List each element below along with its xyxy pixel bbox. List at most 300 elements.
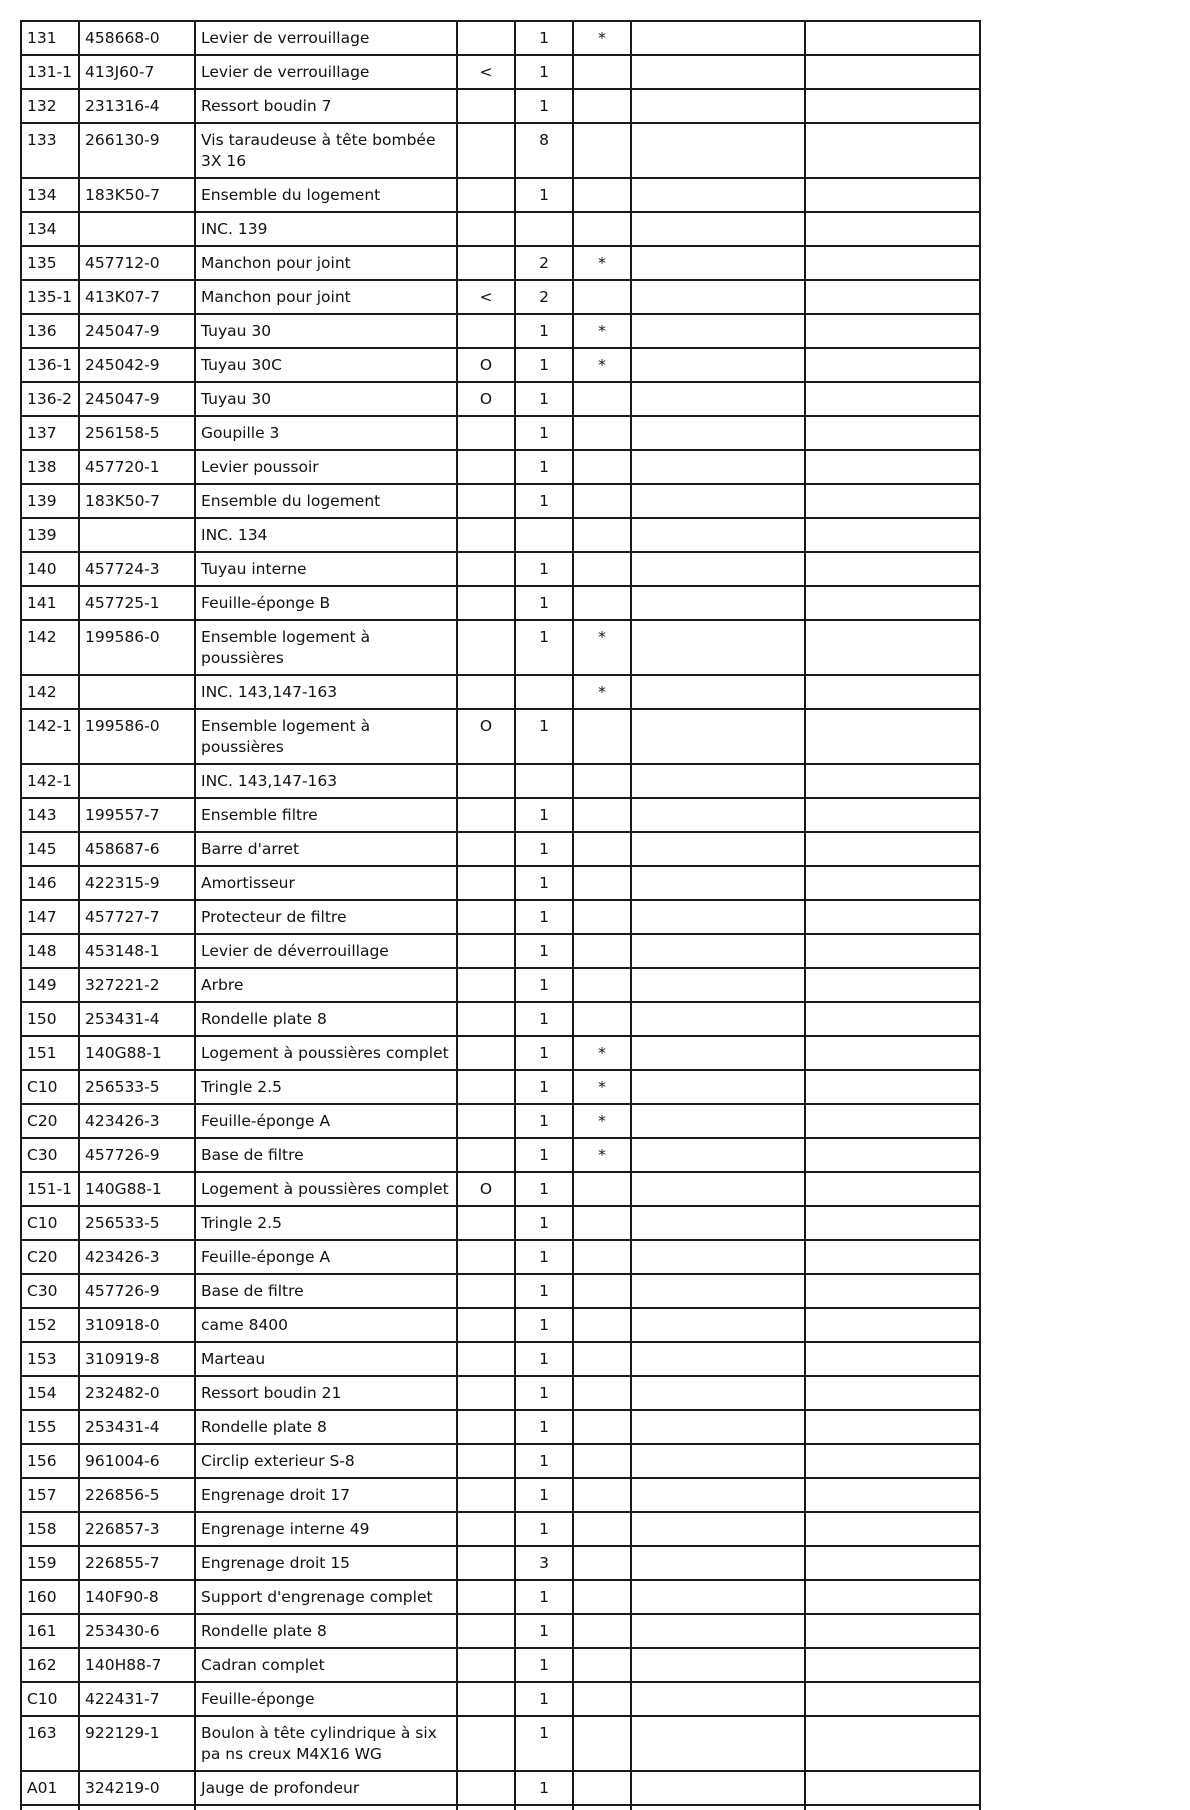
blank-cell [631, 55, 805, 89]
part-number-cell [79, 675, 195, 709]
part-number-cell: 922129-1 [79, 1716, 195, 1771]
item-number-cell: 132 [21, 89, 79, 123]
quantity-cell: 1 [515, 586, 573, 620]
blank-cell [631, 416, 805, 450]
blank-cell [805, 934, 980, 968]
note-cell [573, 123, 631, 178]
part-number-cell: 245047-9 [79, 314, 195, 348]
blank-cell [805, 709, 980, 764]
table-row [21, 348, 980, 382]
part-number-cell: 413J60-7 [79, 55, 195, 89]
blank-cell [805, 968, 980, 1002]
part-number-cell: 961004-6 [79, 1444, 195, 1478]
blank-cell [631, 586, 805, 620]
blank-cell [805, 1512, 980, 1546]
note-cell [573, 1206, 631, 1240]
part-number-cell: 199586-0 [79, 709, 195, 764]
parts-table-body [21, 21, 980, 1810]
marker-cell: O [457, 348, 515, 382]
blank-cell [79, 1805, 195, 1810]
marker-cell [457, 450, 515, 484]
marker-cell [457, 552, 515, 586]
table-row [21, 1172, 980, 1206]
table-row [21, 764, 980, 798]
item-number-cell: 147 [21, 900, 79, 934]
marker-cell [457, 123, 515, 178]
description-cell: Tuyau 30 [195, 382, 457, 416]
quantity-cell: 1 [515, 934, 573, 968]
table-row [21, 518, 980, 552]
marker-cell [457, 1036, 515, 1070]
marker-cell [457, 1002, 515, 1036]
item-number-cell: 143 [21, 798, 79, 832]
marker-cell [457, 832, 515, 866]
part-number-cell: 199557-7 [79, 798, 195, 832]
note-cell [573, 55, 631, 89]
blank-cell [631, 1002, 805, 1036]
quantity-cell: 1 [515, 832, 573, 866]
part-number-cell: 423426-3 [79, 1240, 195, 1274]
table-row [21, 1614, 980, 1648]
note-cell [573, 178, 631, 212]
blank-cell [805, 1410, 980, 1444]
blank-cell [631, 246, 805, 280]
note-cell [573, 484, 631, 518]
quantity-cell: 1 [515, 866, 573, 900]
item-number-cell: 162 [21, 1648, 79, 1682]
marker-cell [457, 1682, 515, 1716]
table-row [21, 178, 980, 212]
blank-cell [631, 900, 805, 934]
quantity-cell: 8 [515, 123, 573, 178]
marker-cell [457, 866, 515, 900]
part-number-cell [79, 518, 195, 552]
table-row [21, 709, 980, 764]
part-number-cell: 422315-9 [79, 866, 195, 900]
note-cell: * [573, 246, 631, 280]
table-row [21, 1580, 980, 1614]
marker-cell [457, 586, 515, 620]
item-number-cell: 134 [21, 212, 79, 246]
quantity-cell: 1 [515, 314, 573, 348]
marker-cell [457, 1478, 515, 1512]
blank-cell [805, 1444, 980, 1478]
part-number-cell: 231316-4 [79, 89, 195, 123]
part-number-cell [79, 764, 195, 798]
item-number-cell: 148 [21, 934, 79, 968]
table-row [21, 900, 980, 934]
blank-cell [805, 1478, 980, 1512]
note-cell [573, 1478, 631, 1512]
quantity-cell: 1 [515, 552, 573, 586]
description-cell: INC. 134 [195, 518, 457, 552]
quantity-cell: 1 [515, 450, 573, 484]
blank-cell [805, 1002, 980, 1036]
quantity-cell: 1 [515, 89, 573, 123]
blank-cell [805, 382, 980, 416]
quantity-cell [515, 518, 573, 552]
blank-cell [21, 1805, 79, 1810]
note-cell [573, 764, 631, 798]
table-row [21, 1104, 980, 1138]
marker-cell [457, 1716, 515, 1771]
quantity-cell [515, 675, 573, 709]
blank-cell [631, 1614, 805, 1648]
blank-cell [805, 586, 980, 620]
blank-cell [631, 1070, 805, 1104]
marker-cell [457, 798, 515, 832]
description-cell: Logement à poussières complet [195, 1172, 457, 1206]
part-number-cell: 232482-0 [79, 1376, 195, 1410]
table-row [21, 89, 980, 123]
part-number-cell: 324219-0 [79, 1771, 195, 1805]
blank-cell [631, 1682, 805, 1716]
blank-cell [631, 1138, 805, 1172]
item-number-cell: 134 [21, 178, 79, 212]
part-number-cell: 256533-5 [79, 1206, 195, 1240]
part-number-cell: 226857-3 [79, 1512, 195, 1546]
table-row [21, 246, 980, 280]
quantity-cell: 1 [515, 348, 573, 382]
marker-cell [457, 1104, 515, 1138]
item-number-cell: 138 [21, 450, 79, 484]
blank-cell [805, 246, 980, 280]
blank-cell [805, 484, 980, 518]
table-row [21, 123, 980, 178]
item-number-cell: C30 [21, 1274, 79, 1308]
note-cell [573, 586, 631, 620]
quantity-cell: 1 [515, 798, 573, 832]
blank-cell [805, 123, 980, 178]
blank-cell [631, 518, 805, 552]
item-number-cell: 145 [21, 832, 79, 866]
blank-cell [631, 280, 805, 314]
part-number-cell: 245042-9 [79, 348, 195, 382]
quantity-cell: 1 [515, 1580, 573, 1614]
note-cell: * [573, 620, 631, 675]
blank-cell [631, 1648, 805, 1682]
note-cell [573, 450, 631, 484]
note-cell [573, 416, 631, 450]
marker-cell [457, 1648, 515, 1682]
description-cell: INC. 143,147-163 [195, 675, 457, 709]
marker-cell [457, 1410, 515, 1444]
item-number-cell: 137 [21, 416, 79, 450]
item-number-cell: C10 [21, 1682, 79, 1716]
description-cell: Goupille 3 [195, 416, 457, 450]
blank-cell [457, 1805, 515, 1810]
table-row [21, 382, 980, 416]
quantity-cell: 1 [515, 900, 573, 934]
quantity-cell [515, 212, 573, 246]
table-row [21, 1444, 980, 1478]
description-cell: Ensemble filtre [195, 798, 457, 832]
blank-cell [805, 1342, 980, 1376]
table-row [21, 1546, 980, 1580]
marker-cell: O [457, 709, 515, 764]
table-row [21, 934, 980, 968]
item-number-cell: 153 [21, 1342, 79, 1376]
quantity-cell: 1 [515, 21, 573, 55]
note-cell [573, 382, 631, 416]
note-cell [573, 1002, 631, 1036]
marker-cell [457, 934, 515, 968]
blank-cell [805, 620, 980, 675]
blank-cell [631, 1512, 805, 1546]
part-number-cell: 310919-8 [79, 1342, 195, 1376]
note-cell [573, 1274, 631, 1308]
blank-cell [631, 1580, 805, 1614]
item-number-cell: 163 [21, 1716, 79, 1771]
blank-cell [631, 1376, 805, 1410]
description-cell: INC. 143,147-163 [195, 764, 457, 798]
part-number-cell: 458687-6 [79, 832, 195, 866]
part-number-cell: 457725-1 [79, 586, 195, 620]
parts-list-page [20, 20, 981, 1810]
marker-cell [457, 212, 515, 246]
item-number-cell: 142-1 [21, 709, 79, 764]
blank-cell [805, 1771, 980, 1805]
part-number-cell: 183K50-7 [79, 484, 195, 518]
quantity-cell: 1 [515, 1240, 573, 1274]
table-row [21, 450, 980, 484]
item-number-cell: 139 [21, 518, 79, 552]
blank-cell [631, 675, 805, 709]
part-number-cell: 457720-1 [79, 450, 195, 484]
quantity-cell: 1 [515, 55, 573, 89]
marker-cell [457, 1376, 515, 1410]
note-cell [573, 518, 631, 552]
part-number-cell [79, 212, 195, 246]
quantity-cell: 1 [515, 1070, 573, 1104]
note-cell [573, 1580, 631, 1614]
description-cell: came 8400 [195, 1308, 457, 1342]
description-cell: Engrenage droit 17 [195, 1478, 457, 1512]
blank-cell [631, 1172, 805, 1206]
description-cell: Support d'engrenage complet [195, 1580, 457, 1614]
note-cell: * [573, 1104, 631, 1138]
marker-cell [457, 484, 515, 518]
note-cell [573, 1771, 631, 1805]
item-number-cell: 131-1 [21, 55, 79, 89]
blank-cell [631, 382, 805, 416]
quantity-cell: 1 [515, 709, 573, 764]
quantity-cell: 1 [515, 1172, 573, 1206]
blank-cell [805, 518, 980, 552]
note-cell: * [573, 348, 631, 382]
part-number-cell: 140G88-1 [79, 1172, 195, 1206]
marker-cell [457, 1580, 515, 1614]
blank-cell [805, 1580, 980, 1614]
item-number-cell: 131 [21, 21, 79, 55]
description-cell: Ensemble du logement [195, 484, 457, 518]
item-number-cell: 139 [21, 484, 79, 518]
description-cell: Ressort boudin 21 [195, 1376, 457, 1410]
description-cell: Feuille-éponge B [195, 586, 457, 620]
item-number-cell: 142-1 [21, 764, 79, 798]
item-number-cell: 157 [21, 1478, 79, 1512]
item-number-cell: A01 [21, 1771, 79, 1805]
quantity-cell: 1 [515, 1308, 573, 1342]
table-row [21, 1512, 980, 1546]
blank-cell [805, 1172, 980, 1206]
note-cell [573, 552, 631, 586]
blank-cell [631, 212, 805, 246]
blank-cell [631, 89, 805, 123]
table-row [21, 586, 980, 620]
note-cell [573, 709, 631, 764]
item-number-cell: 156 [21, 1444, 79, 1478]
part-number-cell: 253431-4 [79, 1002, 195, 1036]
item-number-cell: 150 [21, 1002, 79, 1036]
marker-cell [457, 416, 515, 450]
part-number-cell: 226855-7 [79, 1546, 195, 1580]
blank-cell [631, 1308, 805, 1342]
item-number-cell: 135 [21, 246, 79, 280]
note-cell [573, 1308, 631, 1342]
note-cell: * [573, 1036, 631, 1070]
blank-cell [195, 1805, 457, 1810]
description-cell: Ensemble logement à poussières [195, 709, 457, 764]
part-number-cell: 457727-7 [79, 900, 195, 934]
item-number-cell: 161 [21, 1614, 79, 1648]
description-cell: Levier de verrouillage [195, 55, 457, 89]
item-number-cell: C30 [21, 1138, 79, 1172]
blank-cell [805, 552, 980, 586]
part-number-cell: 226856-5 [79, 1478, 195, 1512]
blank-cell [805, 450, 980, 484]
note-cell [573, 1342, 631, 1376]
marker-cell [457, 1308, 515, 1342]
part-number-cell: 253431-4 [79, 1410, 195, 1444]
marker-cell [457, 968, 515, 1002]
note-cell [573, 1614, 631, 1648]
quantity-cell: 3 [515, 1546, 573, 1580]
description-cell: Arbre [195, 968, 457, 1002]
blank-cell [631, 1546, 805, 1580]
quantity-cell: 1 [515, 620, 573, 675]
table-row [21, 484, 980, 518]
blank-cell [805, 1070, 980, 1104]
marker-cell [457, 675, 515, 709]
marker-cell [457, 89, 515, 123]
quantity-cell: 1 [515, 484, 573, 518]
blank-cell [515, 1805, 573, 1810]
table-row [21, 1070, 980, 1104]
blank-cell [631, 798, 805, 832]
blank-cell [805, 280, 980, 314]
blank-cell [631, 552, 805, 586]
note-cell [573, 1546, 631, 1580]
blank-cell [805, 1206, 980, 1240]
table-row [21, 280, 980, 314]
description-cell: Boulon à tête cylindrique à six pa ns creux M4X16 WG [195, 1716, 457, 1771]
item-number-cell: C10 [21, 1206, 79, 1240]
description-cell: Manchon pour joint [195, 280, 457, 314]
blank-cell [631, 934, 805, 968]
table-row [21, 1240, 980, 1274]
part-number-cell: 422431-7 [79, 1682, 195, 1716]
description-cell: Feuille-éponge A [195, 1104, 457, 1138]
blank-cell [631, 1410, 805, 1444]
table-row [21, 212, 980, 246]
part-number-cell: 256533-5 [79, 1070, 195, 1104]
description-cell: Levier de verrouillage [195, 21, 457, 55]
item-number-cell: 136 [21, 314, 79, 348]
marker-cell [457, 1614, 515, 1648]
blank-cell [805, 764, 980, 798]
marker-cell [457, 764, 515, 798]
description-cell: Base de filtre [195, 1138, 457, 1172]
blank-cell [631, 1805, 805, 1810]
item-number-cell: 141 [21, 586, 79, 620]
blank-cell [573, 1805, 631, 1810]
blank-cell [631, 832, 805, 866]
part-number-cell: 453148-1 [79, 934, 195, 968]
note-cell [573, 1682, 631, 1716]
description-cell: Jauge de profondeur [195, 1771, 457, 1805]
item-number-cell: 160 [21, 1580, 79, 1614]
note-cell [573, 1444, 631, 1478]
note-cell [573, 900, 631, 934]
part-number-cell: 413K07-7 [79, 280, 195, 314]
blank-cell [805, 900, 980, 934]
marker-cell [457, 1771, 515, 1805]
item-number-cell: 159 [21, 1546, 79, 1580]
description-cell: Ensemble du logement [195, 178, 457, 212]
marker-cell [457, 1240, 515, 1274]
part-number-cell: 256158-5 [79, 416, 195, 450]
note-cell [573, 934, 631, 968]
blank-cell [631, 178, 805, 212]
table-row [21, 1274, 980, 1308]
description-cell: Rondelle plate 8 [195, 1614, 457, 1648]
blank-cell [631, 1342, 805, 1376]
quantity-cell: 1 [515, 1376, 573, 1410]
blank-cell [631, 348, 805, 382]
part-number-cell: 423426-3 [79, 1104, 195, 1138]
note-cell [573, 798, 631, 832]
description-cell: Levier de déverrouillage [195, 934, 457, 968]
part-number-cell: 199586-0 [79, 620, 195, 675]
description-cell: Marteau [195, 1342, 457, 1376]
blank-cell [805, 89, 980, 123]
table-row [21, 675, 980, 709]
blank-cell [805, 21, 980, 55]
note-cell [573, 280, 631, 314]
quantity-cell: 1 [515, 1002, 573, 1036]
part-number-cell: 457712-0 [79, 246, 195, 280]
part-number-cell: 458668-0 [79, 21, 195, 55]
blank-cell [631, 866, 805, 900]
description-cell: Tuyau 30C [195, 348, 457, 382]
marker-cell: O [457, 1172, 515, 1206]
marker-cell [457, 518, 515, 552]
blank-cell [805, 314, 980, 348]
note-cell [573, 968, 631, 1002]
marker-cell [457, 1512, 515, 1546]
marker-cell [457, 21, 515, 55]
blank-cell [631, 1206, 805, 1240]
item-number-cell: 133 [21, 123, 79, 178]
part-number-cell: 183K50-7 [79, 178, 195, 212]
part-number-cell: 140H88-7 [79, 1648, 195, 1682]
blank-cell [805, 212, 980, 246]
table-row [21, 1648, 980, 1682]
item-number-cell: 154 [21, 1376, 79, 1410]
item-number-cell: 155 [21, 1410, 79, 1444]
table-row [21, 1036, 980, 1070]
